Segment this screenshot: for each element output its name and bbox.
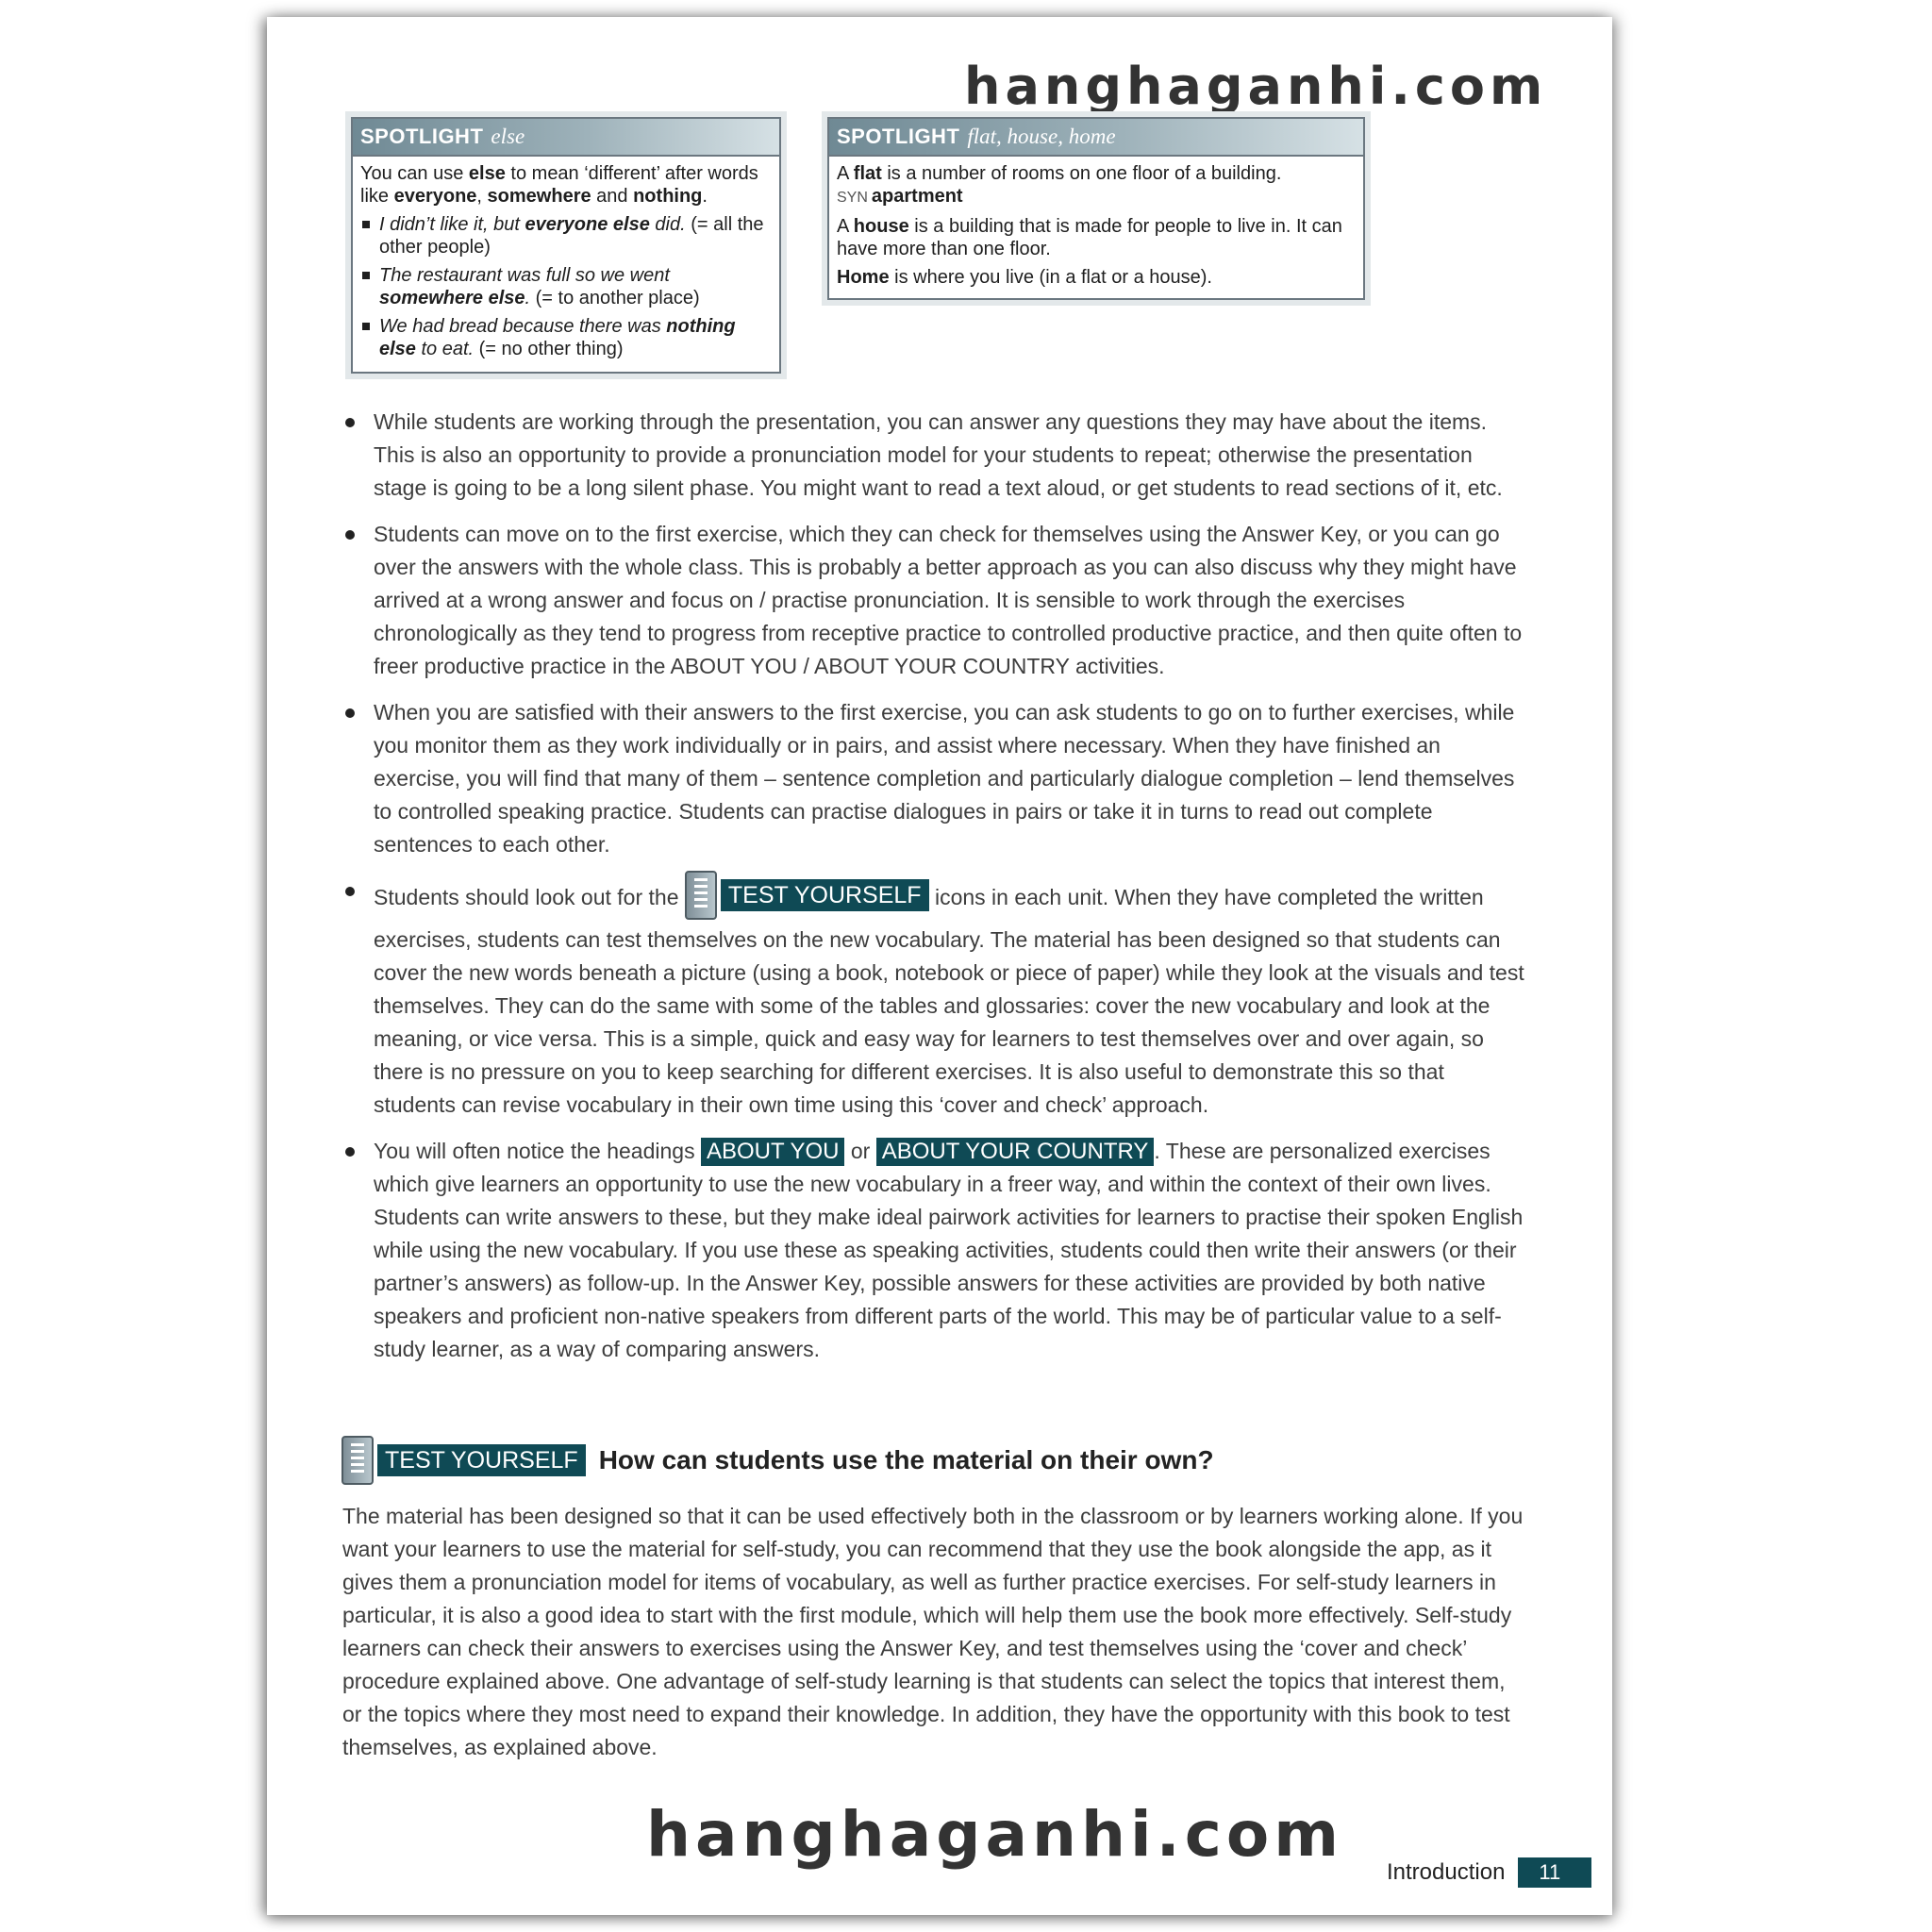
spotlight-else-box: [351, 117, 781, 374]
about-your-country-tag: ABOUT YOUR COUNTRY: [876, 1138, 1155, 1166]
section-title: How can students use the material on their own?: [598, 1445, 1214, 1474]
test-yourself-badge: TEST YOURSELF: [685, 871, 929, 920]
spotlight-header: [353, 119, 779, 157]
spotlight-word: else: [491, 125, 525, 148]
watermark-bottom: hanghaganhi.com: [646, 1798, 1343, 1871]
section-paragraph: The material has been designed so that it can be used effectively both in the classroom or by learners working alone. If you want your learners to use the material for self-study, you can recommend that they use the book alongside the app, as it gives them a pronunciation model for items of vocabulary, as well as further practice exercises. For self-study learners in particular, it is also a good idea to start with the first module, which will help them use the book more effectively. Self-study learners can check their answers to exercises using the Answer Key, and test themselves using the ‘cover and check’ procedure explained above. One advantage of self-study learning is that students can select the topics that interest them, or the topics where they most need to expand their knowledge. In addition, they have the opportunity with this book to test themselves, as explained above.: [342, 1504, 1524, 1759]
bullet-list: [340, 406, 1528, 1379]
spotlight-flat-box: [827, 117, 1365, 300]
spotlight-label: SPOTLIGHT: [360, 125, 484, 148]
synonym: SYN apartment: [837, 186, 963, 207]
spotlight-word: flat, house, home: [967, 125, 1116, 148]
bullet-item: Students should look out for the TEST YOURSELF icons in each unit. When they have completed the written exercises, students can test themselves on the new vocabulary. The material has been designed so that students can cover the new words beneath a picture (using a book, notebook or piece of paper) while they look at the visuals and test themselves. They can do the same with some of the tables and glossaries: cover the new vocabulary and look at the meaning, or vice versa. This is a simple, quick and easy way for learners to test themselves over and over again, so there is no pressure on you to keep searching for different exercises. It is also useful to demonstrate this so that students can revise vocabulary in their own time using this ‘cover and check’ approach.: [340, 874, 1528, 1122]
notebook-icon: [341, 1436, 374, 1485]
bullet-item: While students are working through the presentation, you can answer any questions they may have about the items. This is also an opportunity to provide a pronunciation model for your students to repeat; otherwise the presentation stage is going to be a long silent phase. You might want to read a text aloud, or get students to read sections of it, etc.: [340, 406, 1528, 505]
about-you-tag: ABOUT YOU: [701, 1138, 844, 1166]
page-number: 11: [1518, 1857, 1591, 1888]
spotlight-example: The restaurant was full so we went somewhere else. (= to another place): [360, 264, 772, 309]
watermark-top: hanghaganhi.com: [964, 57, 1548, 116]
spotlight-label: SPOTLIGHT: [837, 125, 960, 148]
spotlight-body: [353, 157, 779, 372]
section-heading: [341, 1436, 1214, 1485]
bullet-item: Students can move on to the first exercise, which they can check for themselves using the Answer Key, or you can go over the answers with the whole class. This is probably a better approach as you can also discuss why they might have arrived at a wrong answer and focus on / practise pronunciation. It is sensible to work through the exercises chronologically as they tend to progress from receptive practice to controlled productive practice, and then quite often to freer productive practice in the ABOUT YOU / ABOUT YOUR COUNTRY activities.: [340, 518, 1528, 683]
spotlight-example: I didn’t like it, but everyone else did. (= all the other people): [360, 213, 772, 258]
definition-flat: A flat is a number of rooms on one floor of a building.: [837, 163, 1282, 184]
spotlight-body: [829, 157, 1363, 298]
bullet-item: When you are satisfied with their answers to the first exercise, you can ask students to go on to further exercises, while you monitor them as they work individually or in pairs, and assist where necessary. When they have finished an exercise, you will find that many of them – sentence completion and particularly dialogue completion – lend themselves to controlled speaking practice. Students can practise dialogues in pairs or take it in turns to read out complete sentences to each other.: [340, 696, 1528, 861]
definition-home: Home is where you live (in a flat or a house).: [837, 267, 1212, 288]
spotlight-header: [829, 119, 1363, 157]
page-footer: [1387, 1857, 1591, 1888]
spotlight-intro: You can use else to mean ‘different’ after words like everyone, somewhere and nothing.: [360, 163, 758, 207]
test-yourself-badge: TEST YOURSELF: [341, 1436, 586, 1485]
definition-house: A house is a building that is made for people to live in. It can have more than one floor.: [837, 216, 1342, 259]
spotlight-example: We had bread because there was nothing else to eat. (= no other thing): [360, 315, 772, 360]
bullet-item: You will often notice the headings ABOUT YOU or ABOUT YOUR COUNTRY . These are personalized exercises which give learners an opportunity to use the new vocabulary in a freer way, and within the context of their own lives. Students can write answers to these, but they make ideal pairwork activities for learners to practise their spoken English while using the new vocabulary. If you use these as speaking activities, students could then write their answers (or their partner’s answers) as follow-up. In the Answer Key, possible answers for these activities are provided by both native speakers and proficient non-native speakers from different parts of the world. This may be of particular value to a self-study learner, as a way of comparing answers.: [340, 1135, 1528, 1366]
notebook-icon: [685, 871, 717, 920]
footer-label: Introduction: [1387, 1859, 1506, 1885]
